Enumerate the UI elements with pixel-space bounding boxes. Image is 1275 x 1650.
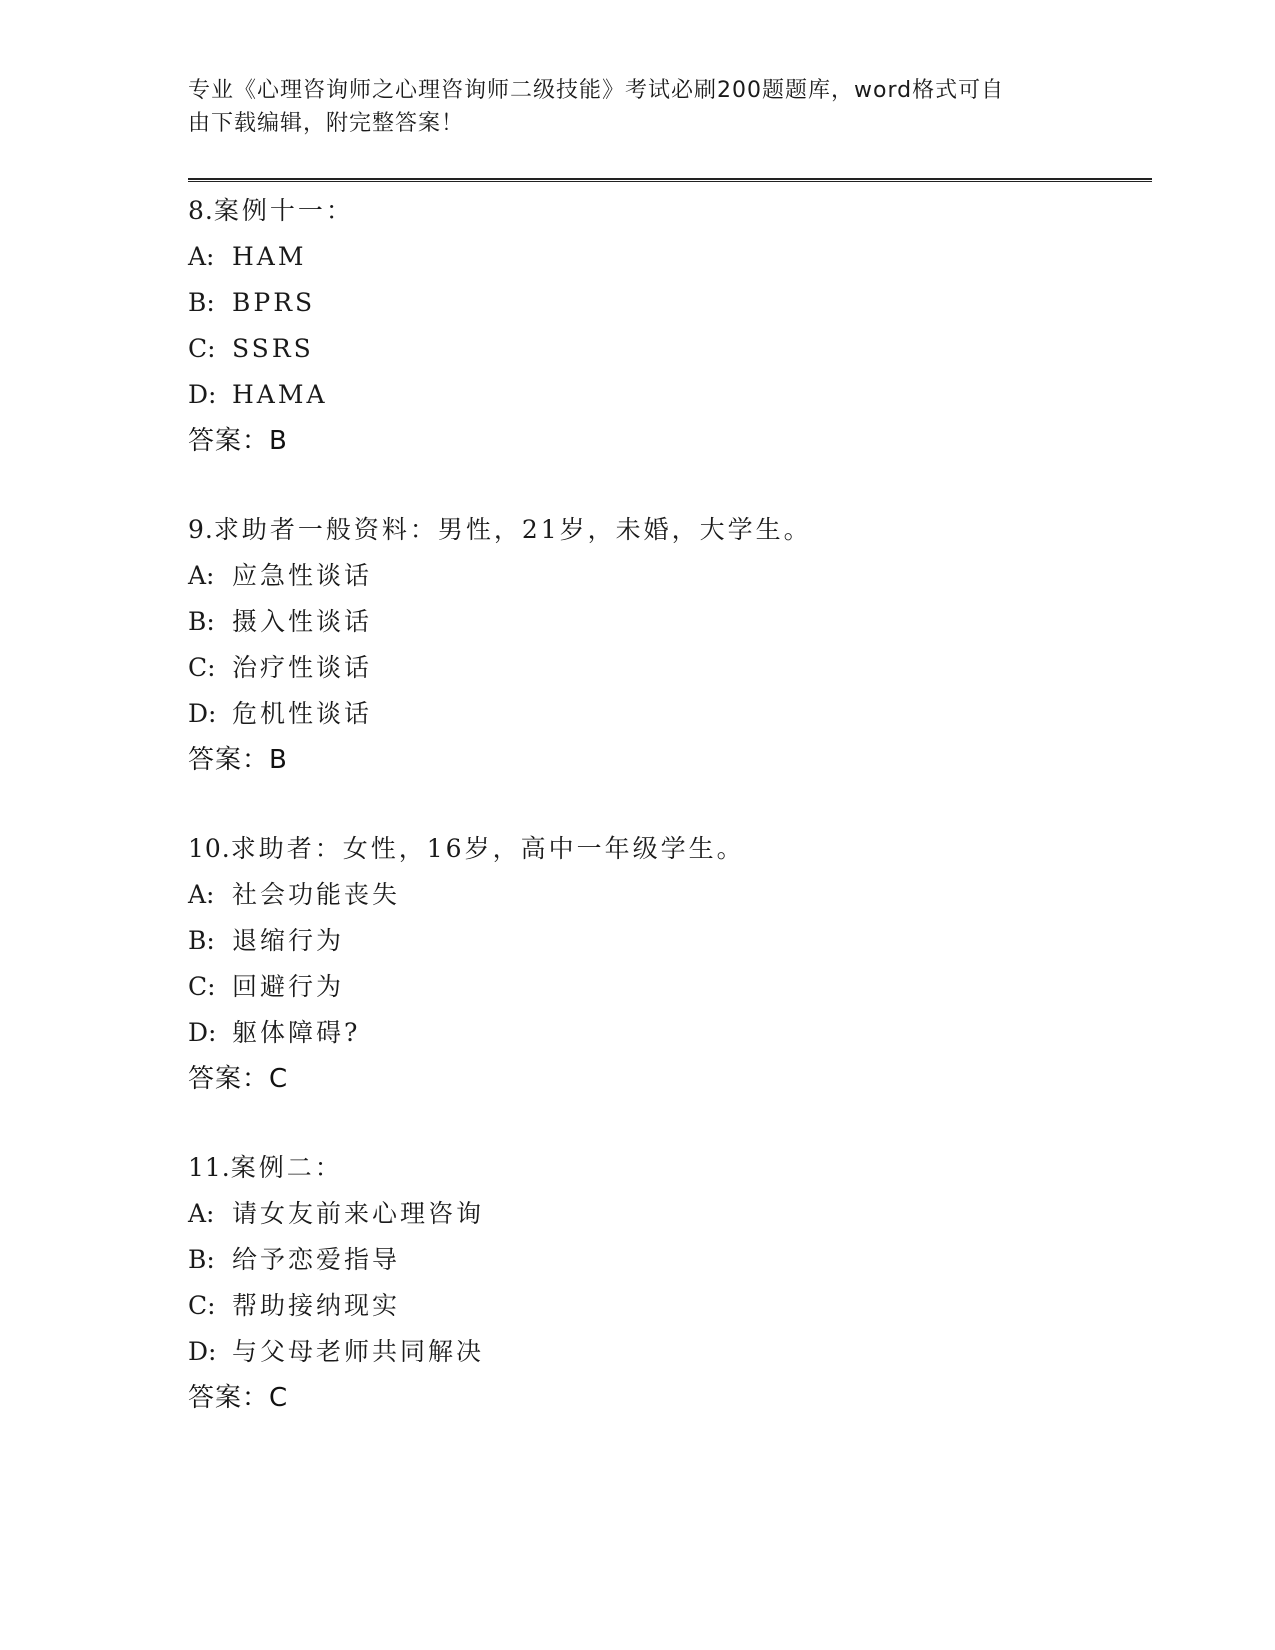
- question-stem: [188, 188, 1148, 234]
- option-c: [188, 964, 1148, 1010]
- option-d: [188, 691, 1148, 737]
- option-letter: C:: [188, 653, 216, 682]
- document-header: [188, 74, 1068, 140]
- question-number: 9.: [188, 515, 214, 544]
- option-text: 帮助接纳现实: [232, 1291, 401, 1320]
- option-d: [188, 1010, 1148, 1056]
- option-a: [188, 1191, 1148, 1237]
- option-text: 请女友前来心理咨询: [232, 1199, 485, 1228]
- option-c: [188, 1283, 1148, 1329]
- option-letter: B:: [188, 926, 215, 955]
- question-text: 求助者：女性，16岁，高中一年级学生。: [230, 834, 745, 863]
- option-letter: B:: [188, 607, 215, 636]
- question-stem: [188, 1145, 1148, 1191]
- question-10: [188, 826, 1148, 1102]
- option-a: [188, 872, 1148, 918]
- option-d: [188, 1329, 1148, 1375]
- question-stem: [188, 507, 1148, 553]
- header-divider: [188, 178, 1152, 182]
- option-b: [188, 599, 1148, 645]
- option-c: [188, 645, 1148, 691]
- option-letter: B:: [188, 288, 215, 317]
- option-letter: B:: [188, 1245, 215, 1274]
- option-b: [188, 280, 1148, 326]
- option-a: [188, 553, 1148, 599]
- header-line-1: 专业《心理咨询师之心理咨询师二级技能》考试必刷200题题库，word格式可自: [188, 78, 1005, 103]
- option-text: SSRS: [232, 334, 314, 363]
- answer-line: 答案：B: [188, 745, 288, 775]
- option-text: 摄入性谈话: [232, 607, 373, 636]
- option-text: BPRS: [232, 288, 316, 317]
- question-stem: [188, 826, 1148, 872]
- option-text: 躯体障碍?: [232, 1018, 361, 1047]
- question-number: 10.: [188, 834, 231, 863]
- question-11: [188, 1145, 1148, 1421]
- question-9: [188, 507, 1148, 783]
- option-letter: C:: [188, 1291, 216, 1320]
- option-text: 给予恋爱指导: [232, 1245, 401, 1274]
- question-text: 求助者一般资料：男性，21岁，未婚，大学生。: [213, 515, 812, 544]
- option-text: HAMA: [232, 380, 328, 409]
- question-8: [188, 188, 1148, 464]
- option-letter: A:: [188, 1199, 215, 1228]
- question-text: 案例十一：: [213, 196, 354, 225]
- question-text: 案例二：: [230, 1153, 343, 1182]
- option-b: [188, 918, 1148, 964]
- option-a: [188, 234, 1148, 280]
- option-text: 与父母老师共同解决: [232, 1337, 485, 1366]
- option-text: 社会功能丧失: [232, 880, 401, 909]
- question-number: 8.: [188, 196, 214, 225]
- option-letter: C:: [188, 334, 216, 363]
- option-text: 危机性谈话: [232, 699, 373, 728]
- option-b: [188, 1237, 1148, 1283]
- option-letter: D:: [188, 1018, 217, 1047]
- option-text: 应急性谈话: [232, 561, 373, 590]
- option-text: 回避行为: [232, 972, 345, 1001]
- answer-line: 答案：C: [188, 1064, 289, 1094]
- answer-line: 答案：C: [188, 1383, 289, 1413]
- option-letter: A:: [188, 880, 215, 909]
- option-text: 退缩行为: [232, 926, 345, 955]
- option-letter: A:: [188, 561, 215, 590]
- option-letter: D:: [188, 699, 217, 728]
- question-number: 11.: [188, 1153, 231, 1182]
- question-list: [188, 188, 1148, 1464]
- option-c: [188, 326, 1148, 372]
- option-d: [188, 372, 1148, 418]
- option-letter: D:: [188, 1337, 217, 1366]
- answer-line: 答案：B: [188, 426, 288, 456]
- option-letter: D:: [188, 380, 217, 409]
- option-text: HAM: [232, 242, 307, 271]
- option-letter: A:: [188, 242, 215, 271]
- option-text: 治疗性谈话: [232, 653, 373, 682]
- option-letter: C:: [188, 972, 216, 1001]
- header-line-2: 由下载编辑，附完整答案！: [188, 111, 465, 136]
